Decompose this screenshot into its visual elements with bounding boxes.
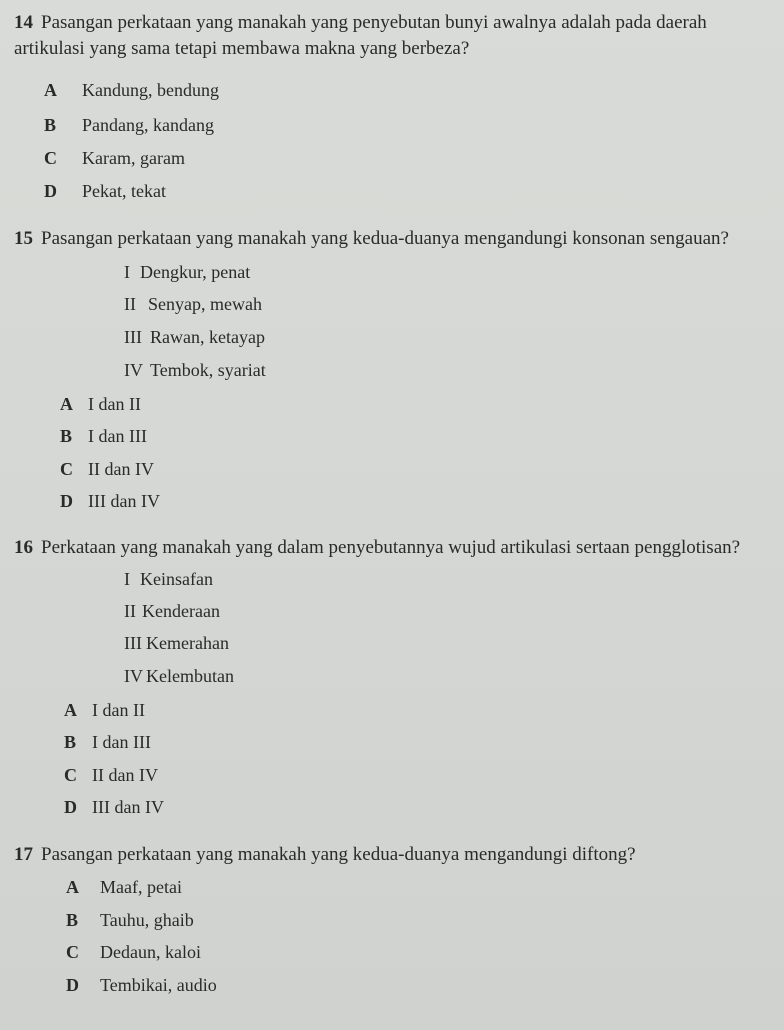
option-text: I dan II (92, 700, 145, 720)
option-b[interactable] (66, 910, 194, 931)
statement-label: IV (124, 666, 143, 686)
statement-i (124, 262, 250, 283)
question-text: Pasangan perkataan yang manakah yang kedua-duanya mengandungi konsonan sengauan? (41, 228, 729, 249)
option-label: B (66, 910, 79, 930)
question-15 (14, 226, 772, 252)
option-label: C (44, 148, 57, 168)
question-number: 15 (14, 228, 33, 249)
statement-text: Tembok, syariat (150, 360, 266, 380)
option-label: C (60, 459, 73, 479)
question-16 (14, 535, 772, 561)
statement-text: Kelembutan (146, 666, 234, 686)
option-a[interactable] (60, 394, 141, 415)
statement-text: Keinsafan (140, 569, 213, 589)
option-label: B (60, 426, 73, 446)
option-c[interactable] (66, 942, 201, 963)
option-d[interactable] (64, 797, 164, 818)
statement-label: II (124, 601, 136, 621)
option-label: A (64, 700, 77, 720)
statement-label: III (124, 633, 142, 653)
option-c[interactable] (64, 765, 158, 786)
option-label: A (44, 80, 57, 100)
option-label: B (44, 115, 57, 135)
statement-text: Dengkur, penat (140, 262, 251, 282)
statement-text: Kenderaan (142, 601, 220, 621)
statement-iii (124, 327, 265, 348)
option-text: Maaf, petai (100, 877, 182, 897)
question-text: Pasangan perkataan yang manakah yang kedua-duanya mengandungi diftong? (41, 844, 636, 865)
option-text: III dan IV (92, 797, 164, 817)
option-text: I dan II (88, 394, 141, 414)
question-14 (14, 10, 772, 62)
statement-ii (124, 601, 220, 622)
question-17 (14, 842, 772, 868)
statement-iv (124, 666, 234, 687)
question-number: 16 (14, 537, 33, 558)
statement-text: Rawan, ketayap (150, 327, 265, 347)
option-a[interactable] (44, 80, 219, 101)
statement-label: IV (124, 360, 143, 380)
option-label: B (64, 732, 77, 752)
option-text: III dan IV (88, 491, 160, 511)
statement-label: I (124, 569, 130, 589)
option-text: I dan III (92, 732, 151, 752)
option-label: A (60, 394, 73, 414)
option-d[interactable] (60, 491, 160, 512)
option-label: D (64, 797, 77, 817)
statement-label: I (124, 262, 130, 282)
question-text: Perkataan yang manakah yang dalam penyebutannya wujud artikulasi sertaan pengglotisan? (41, 537, 741, 558)
statement-label: II (124, 294, 136, 314)
option-d[interactable] (66, 975, 217, 996)
option-label: C (64, 765, 77, 785)
option-c[interactable] (44, 148, 185, 169)
statement-iv (124, 360, 266, 381)
option-text: Pandang, kandang (82, 115, 214, 135)
option-label: D (66, 975, 79, 995)
statement-label: III (124, 327, 142, 347)
option-text: Tauhu, ghaib (100, 910, 194, 930)
option-label: A (66, 877, 79, 897)
statement-text: Senyap, mewah (148, 294, 262, 314)
option-b[interactable] (44, 115, 214, 136)
option-b[interactable] (60, 426, 147, 447)
question-text: Pasangan perkataan yang manakah yang penyebutan bunyi awalnya adalah pada daerah artikulasi yang sama tetapi membawa makna yang berbeza? (14, 12, 707, 59)
option-text: II dan IV (88, 459, 154, 479)
statement-text: Kemerahan (146, 633, 229, 653)
statement-i (124, 569, 213, 590)
option-text: Karam, garam (82, 148, 185, 168)
question-number: 17 (14, 844, 33, 865)
option-text: II dan IV (92, 765, 158, 785)
option-text: Pekat, tekat (82, 181, 166, 201)
option-label: C (66, 942, 79, 962)
option-a[interactable] (64, 700, 145, 721)
statement-ii (124, 294, 262, 315)
statement-iii (124, 633, 229, 654)
option-text: Kandung, bendung (82, 80, 219, 100)
option-text: Dedaun, kaloi (100, 942, 201, 962)
option-label: D (60, 491, 73, 511)
option-text: I dan III (88, 426, 147, 446)
option-b[interactable] (64, 732, 151, 753)
option-label: D (44, 181, 57, 201)
option-d[interactable] (44, 181, 166, 202)
option-text: Tembikai, audio (100, 975, 217, 995)
question-number: 14 (14, 12, 33, 33)
option-a[interactable] (66, 877, 182, 898)
option-c[interactable] (60, 459, 154, 480)
